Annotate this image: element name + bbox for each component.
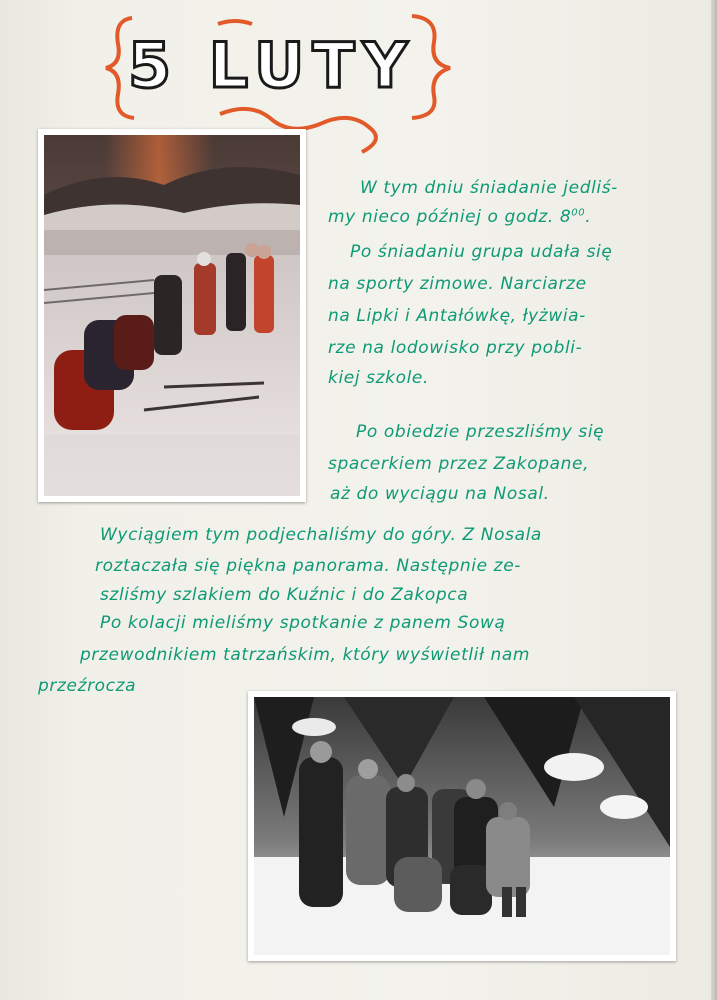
- journal-line: przeźrocza: [38, 676, 137, 696]
- journal-line: W tym dniu śniadanie jedliś-: [360, 178, 618, 198]
- journal-line: na Lipki i Antałówkę, łyżwia-: [328, 306, 586, 326]
- journal-line: spacerkiem przez Zakopane,: [328, 454, 590, 474]
- journal-line: Po obiedzie przeszliśmy się: [356, 422, 605, 442]
- journal-line: aż do wyciągu na Nosal.: [330, 484, 550, 504]
- page-edge: [711, 0, 717, 1000]
- title-text: 5 LUTY: [128, 29, 416, 102]
- journal-line: Po śniadaniu grupa udała się: [350, 242, 613, 262]
- group-photo: [248, 691, 676, 961]
- journal-line: Wyciągiem tym podjechaliśmy do góry. Z Nosala: [100, 525, 542, 545]
- journal-line: przewodnikiem tatrzańskim, który wyświetlił nam: [80, 645, 531, 665]
- journal-line: my nieco później o godz. $8^{00}$.: [328, 207, 592, 227]
- journal-line: szliśmy szlakiem do Kuźnic i do Zakopca: [100, 585, 469, 605]
- journal-line: kiej szkole.: [328, 368, 429, 388]
- journal-line: roztaczała się piękna panorama. Następnie ze-: [95, 556, 522, 576]
- ski-slope-photo: [38, 129, 306, 502]
- journal-line: na sporty zimowe. Narciarze: [328, 274, 587, 294]
- journal-line: Po kolacji mieliśmy spotkanie z panem Sową: [100, 613, 506, 633]
- journal-line: rze na lodowisko przy pobli-: [328, 338, 583, 358]
- time-superscript: 00: [571, 207, 586, 219]
- journal-line-text: my nieco później o godz. 8: [328, 207, 572, 227]
